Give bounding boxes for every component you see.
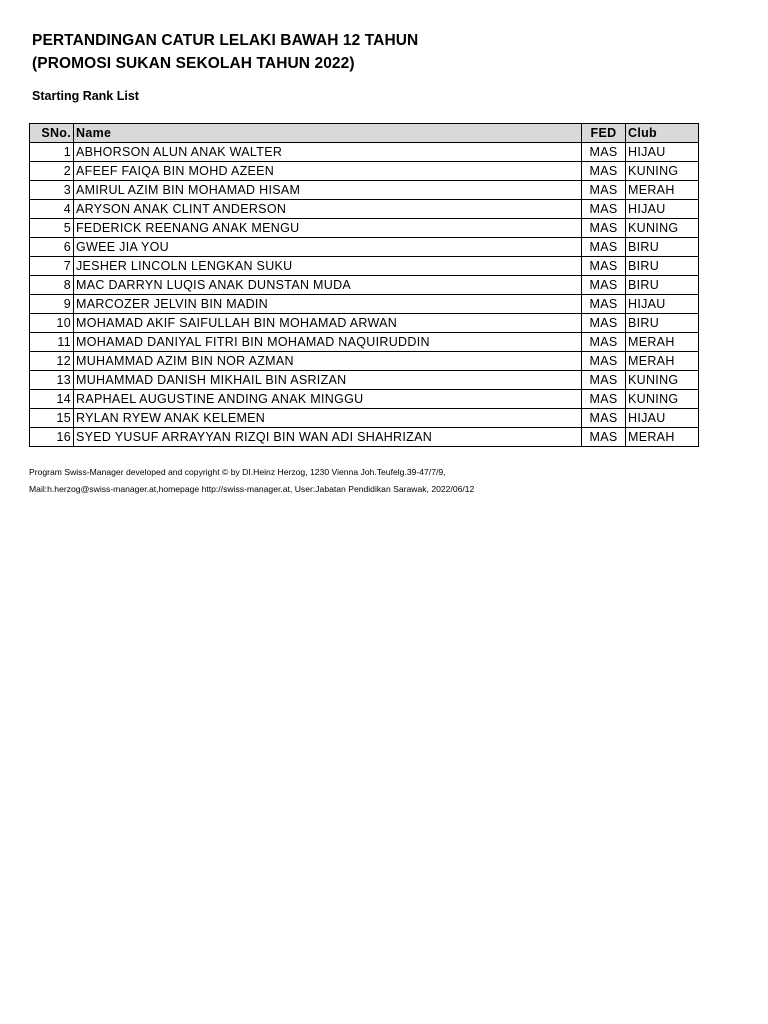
cell-sno: 1 xyxy=(30,143,74,162)
table-row xyxy=(30,333,699,352)
cell-sno: 14 xyxy=(30,390,74,409)
table-row xyxy=(30,200,699,219)
footer-line-2: Mail:h.herzog@swiss-manager.at,homepage http://swiss-manager.at, User:Jabatan Pendidikan Sarawak, 2022/06/12 xyxy=(29,484,475,494)
cell-sno: 10 xyxy=(30,314,74,333)
cell-name: ARYSON ANAK CLINT ANDERSON xyxy=(74,200,582,219)
cell-name: FEDERICK REENANG ANAK MENGU xyxy=(74,219,582,238)
cell-fed: MAS xyxy=(582,314,626,333)
table-row xyxy=(30,409,699,428)
cell-fed: MAS xyxy=(582,352,626,371)
cell-fed: MAS xyxy=(582,371,626,390)
cell-fed: MAS xyxy=(582,257,626,276)
cell-sno: 12 xyxy=(30,352,74,371)
header-row xyxy=(30,124,699,143)
cell-name: MAC DARRYN LUQIS ANAK DUNSTAN MUDA xyxy=(74,276,582,295)
cell-club: MERAH xyxy=(626,428,699,447)
footer-copyright xyxy=(29,464,474,498)
cell-club: KUNING xyxy=(626,390,699,409)
cell-club: HIJAU xyxy=(626,200,699,219)
cell-club: BIRU xyxy=(626,238,699,257)
header-club: Club xyxy=(626,124,699,143)
cell-name: GWEE JIA YOU xyxy=(74,238,582,257)
cell-club: BIRU xyxy=(626,257,699,276)
cell-name: RAPHAEL AUGUSTINE ANDING ANAK MINGGU xyxy=(74,390,582,409)
table-row xyxy=(30,352,699,371)
cell-fed: MAS xyxy=(582,143,626,162)
table-row xyxy=(30,238,699,257)
cell-fed: MAS xyxy=(582,181,626,200)
cell-club: MERAH xyxy=(626,352,699,371)
cell-club: BIRU xyxy=(626,314,699,333)
cell-name: ABHORSON ALUN ANAK WALTER xyxy=(74,143,582,162)
cell-name: SYED YUSUF ARRAYYAN RIZQI BIN WAN ADI SHAHRIZAN xyxy=(74,428,582,447)
table-row xyxy=(30,276,699,295)
cell-name: MARCOZER JELVIN BIN MADIN xyxy=(74,295,582,314)
cell-club: MERAH xyxy=(626,181,699,200)
cell-name: JESHER LINCOLN LENGKAN SUKU xyxy=(74,257,582,276)
cell-sno: 4 xyxy=(30,200,74,219)
cell-club: HIJAU xyxy=(626,295,699,314)
cell-name: RYLAN RYEW ANAK KELEMEN xyxy=(74,409,582,428)
cell-club: HIJAU xyxy=(626,409,699,428)
cell-club: HIJAU xyxy=(626,143,699,162)
header-fed: FED xyxy=(582,124,626,143)
table-body xyxy=(30,143,699,447)
cell-sno: 6 xyxy=(30,238,74,257)
cell-name: MUHAMMAD DANISH MIKHAIL BIN ASRIZAN xyxy=(74,371,582,390)
cell-club: MERAH xyxy=(626,333,699,352)
cell-fed: MAS xyxy=(582,219,626,238)
cell-fed: MAS xyxy=(582,428,626,447)
cell-fed: MAS xyxy=(582,162,626,181)
cell-name: MUHAMMAD AZIM BIN NOR AZMAN xyxy=(74,352,582,371)
table-row xyxy=(30,143,699,162)
cell-club: BIRU xyxy=(626,276,699,295)
cell-sno: 11 xyxy=(30,333,74,352)
cell-sno: 16 xyxy=(30,428,74,447)
table-row xyxy=(30,162,699,181)
starting-rank-table xyxy=(29,123,699,447)
cell-club: KUNING xyxy=(626,162,699,181)
cell-name: MOHAMAD AKIF SAIFULLAH BIN MOHAMAD ARWAN xyxy=(74,314,582,333)
table-header xyxy=(30,124,699,143)
title-line-2: (PROMOSI SUKAN SEKOLAH TAHUN 2022) xyxy=(32,55,355,72)
cell-fed: MAS xyxy=(582,295,626,314)
cell-club: KUNING xyxy=(626,219,699,238)
cell-sno: 3 xyxy=(30,181,74,200)
cell-sno: 2 xyxy=(30,162,74,181)
cell-sno: 9 xyxy=(30,295,74,314)
document-title xyxy=(32,29,418,75)
cell-fed: MAS xyxy=(582,333,626,352)
title-line-1: PERTANDINGAN CATUR LELAKI BAWAH 12 TAHUN xyxy=(32,32,419,49)
cell-name: AFEEF FAIQA BIN MOHD AZEEN xyxy=(74,162,582,181)
cell-name: AMIRUL AZIM BIN MOHAMAD HISAM xyxy=(74,181,582,200)
cell-fed: MAS xyxy=(582,200,626,219)
cell-sno: 15 xyxy=(30,409,74,428)
cell-sno: 13 xyxy=(30,371,74,390)
table-row xyxy=(30,295,699,314)
table-row xyxy=(30,428,699,447)
header-sno: SNo. xyxy=(30,124,74,143)
table-row xyxy=(30,390,699,409)
cell-name: MOHAMAD DANIYAL FITRI BIN MOHAMAD NAQUIRUDDIN xyxy=(74,333,582,352)
footer-line-1: Program Swiss-Manager developed and copyright © by DI.Heinz Herzog, 1230 Vienna Joh.Teufelg.39-47/7/9, xyxy=(29,467,446,477)
header-name: Name xyxy=(74,124,582,143)
cell-fed: MAS xyxy=(582,276,626,295)
table-row xyxy=(30,219,699,238)
list-subtitle: Starting Rank List xyxy=(32,89,139,103)
cell-fed: MAS xyxy=(582,390,626,409)
cell-sno: 8 xyxy=(30,276,74,295)
table-row xyxy=(30,371,699,390)
table-row xyxy=(30,314,699,333)
cell-sno: 7 xyxy=(30,257,74,276)
cell-fed: MAS xyxy=(582,409,626,428)
cell-sno: 5 xyxy=(30,219,74,238)
cell-club: KUNING xyxy=(626,371,699,390)
table-row xyxy=(30,257,699,276)
table-row xyxy=(30,181,699,200)
cell-fed: MAS xyxy=(582,238,626,257)
